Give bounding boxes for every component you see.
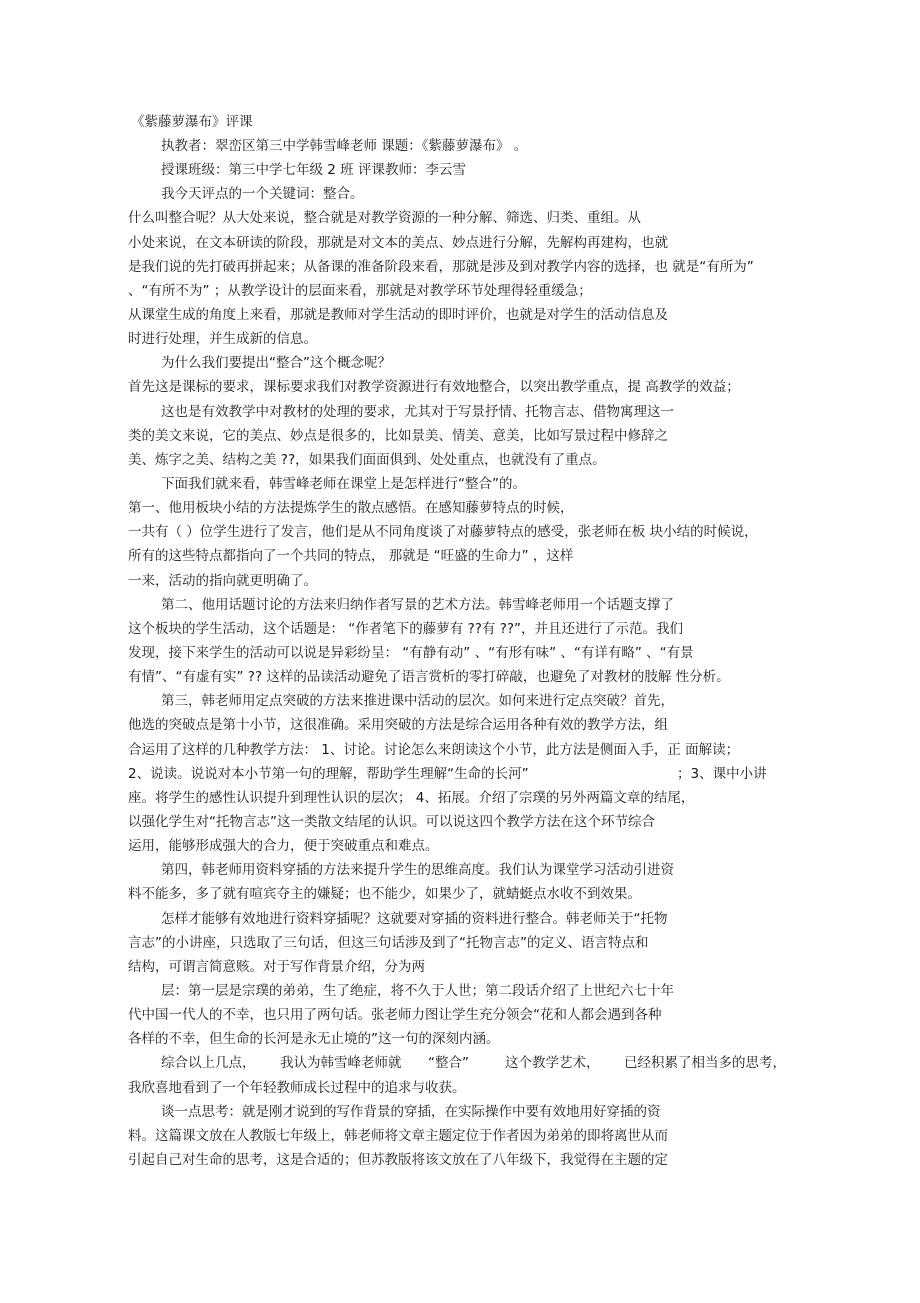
text-line: 小处来说，在文本研读的阶段，那就是对文本的美点、妙点进行分解，先解构再建构，也就 — [128, 235, 668, 251]
text-line: 我认为韩雪峰老师就 — [280, 1055, 402, 1071]
text-line: 所有的这些特点都指向了一个共同的特点， 那就是 “旺盛的生命力” ，这样 — [128, 548, 574, 564]
text-line: 层：第一层是宗璞的弟弟，生了绝症，将不久于人世；第二段话介绍了上世纪六七十年 — [161, 983, 674, 999]
text-line: ；3、课中小讲 — [677, 766, 767, 782]
text-line: 已经积累了相当多的思考， — [624, 1055, 786, 1071]
text-line: 代中国一代人的不幸，也只用了两句话。张老师力图让学生充分领会“花和人都会遇到各种 — [128, 1007, 662, 1023]
text-line: 各样的不幸，但生命的长河是永无止境的”这一句的深刻内涵。 — [128, 1031, 500, 1047]
text-line: 言志”的小讲座，只选取了三句话，但这三句话涉及到了“托物言志”的定义、语言特点和 — [128, 935, 649, 951]
document-title: 《紫藤萝瀑布》评课 — [131, 114, 253, 130]
text-line: 第二、他用话题讨论的方法来归纳作者写景的艺术方法。韩雪峰老师用一个话题支撑了 — [161, 597, 674, 613]
text-line: 从课堂生成的角度上来看，那就是教师对学生活动的即时评价，也就是对学生的活动信息及 — [128, 307, 668, 323]
text-line: 一来，活动的指向就更明确了。 — [128, 573, 317, 589]
text-line: 以强化学生对“托物言志”这一类散文结尾的认识。可以说这四个教学方法在这个环节综合 — [128, 814, 655, 830]
text-line: 时进行处理，并生成新的信息。 — [128, 331, 317, 347]
text-line: 这也是有效教学中对教材的处理的要求，尤其对于写景抒情、托物言志、借物寓理这一 — [161, 404, 674, 420]
text-line: 料不能多，多了就有喧宾夺主的嫌疑；也不能少，如果少了，就蜻蜓点水收不到效果。 — [128, 886, 641, 902]
text-line: 这个教学艺术， — [505, 1055, 600, 1071]
text-line: 运用，能够形成强大的合力，便于突破重点和难点。 — [128, 838, 439, 854]
text-line: 有情”、“有虚有实” ?? 这样的品读活动避免了语言赏析的零打碎敲，也避免了对教材的肢解 性分析。 — [128, 669, 730, 685]
text-line: 谈一点思考：就是刚才说到的写作背景的穿插，在实际操作中要有效地用好穿插的资 — [161, 1104, 661, 1120]
text-line: 这个板块的学生活动，这个话题是： “作者笔下的藤萝有 ??有 ??”，并且还进行了示范。我们 — [128, 621, 684, 637]
text-line: 是我们说的先打破再拼起来；从备课的准备阶段来看，那就是涉及到对教学内容的选择，也 就是“有所为” — [128, 259, 754, 275]
text-line: 、“有所不为” ；从教学设计的层面来看，那就是对教学环节处理得轻重缓急； — [128, 283, 592, 299]
text-line: 引起自己对生命的思考，这是合适的；但苏教版将该文放在了八年级下，我觉得在主题的定 — [128, 1152, 668, 1168]
text-line: 授课班级：第三中学七年级 2 班 评课教师：李云雪 — [161, 162, 466, 178]
text-line: 发现，接下来学生的活动可以说是异彩纷呈： “有静有动” 、“有形有味” 、“有详有略” 、“有景 — [128, 645, 694, 661]
text-line: 他选的突破点是第十小节，这很准确。采用突破的方法是综合运用各种有效的教学方法，组 — [128, 717, 668, 733]
text-line: 合运用了这样的几种教学方法： 1、讨论。讨论怎么来朗读这个小节，此方法是侧面入手，正 面解读； — [128, 742, 740, 758]
text-line: 座。将学生的感性认识提升到理性认识的层次； 4、拓展。介绍了宗璞的另外两篇文章的结尾， — [128, 790, 695, 806]
text-line: 第一、他用板块小结的方法提炼学生的散点感悟。在感知藤萝特点的时候， — [128, 500, 574, 516]
text-line: 综合以上几点， — [161, 1055, 256, 1071]
text-line: 为什么我们要提出“整合”这个概念呢？ — [161, 355, 391, 371]
text-line: 类的美文来说，它的美点、妙点是很多的，比如景美、情美、意美，比如写景过程中修辞之 — [128, 428, 668, 444]
text-line: 首先这是课标的要求，课标要求我们对教学资源进行有效地整合，以突出教学重点，提 高教学的效益； — [128, 379, 740, 395]
text-line: 料。这篇课文放在人教版七年级上，韩老师将文章主题定位于作者因为弟弟的即将离世从而 — [128, 1128, 668, 1144]
text-line: 结构，可谓言简意赅。对于写作背景介绍，分为两 — [128, 959, 425, 975]
text-line: 什么叫整合呢？从大处来说，整合就是对教学资源的一种分解、筛选、归类、重组。从 — [128, 210, 641, 226]
text-line: 2、说读。说说对本小节第一句的理解，帮助学生理解“生命的长河” — [128, 766, 529, 782]
text-line: 下面我们就来看，韩雪峰老师在课堂上是怎样进行“整合”的。 — [161, 476, 526, 492]
text-line: 第三，韩老师用定点突破的方法来推进课中活动的层次。如何来进行定点突破？首先， — [161, 693, 674, 709]
text-line: 执教者：翠峦区第三中学韩雪峰老师 课题：《紫藤萝瀑布》 。 — [161, 138, 528, 154]
text-line: 美、炼字之美、结构之美 ??，如果我们面面俱到、处处重点，也就没有了重点。 — [128, 452, 606, 468]
text-line: 我欣喜地看到了一个年轻教师成长过程中的追求与收获。 — [128, 1080, 466, 1096]
text-line: 怎样才能够有效地进行资料穿插呢？这就要对穿插的资料进行整合。韩老师关于“托物 — [161, 911, 668, 927]
text-line: “整合” — [428, 1055, 469, 1071]
text-line: 第四，韩老师用资料穿插的方法来提升学生的思维高度。我们认为课堂学习活动引进资 — [161, 862, 674, 878]
text-line: 一共有（ ）位学生进行了发言，他们是从不同角度谈了对藤萝特点的感受，张老师在板 块小结的时候说， — [128, 524, 758, 540]
text-line: 我今天评点的一个关键词：整合。 — [161, 186, 364, 202]
